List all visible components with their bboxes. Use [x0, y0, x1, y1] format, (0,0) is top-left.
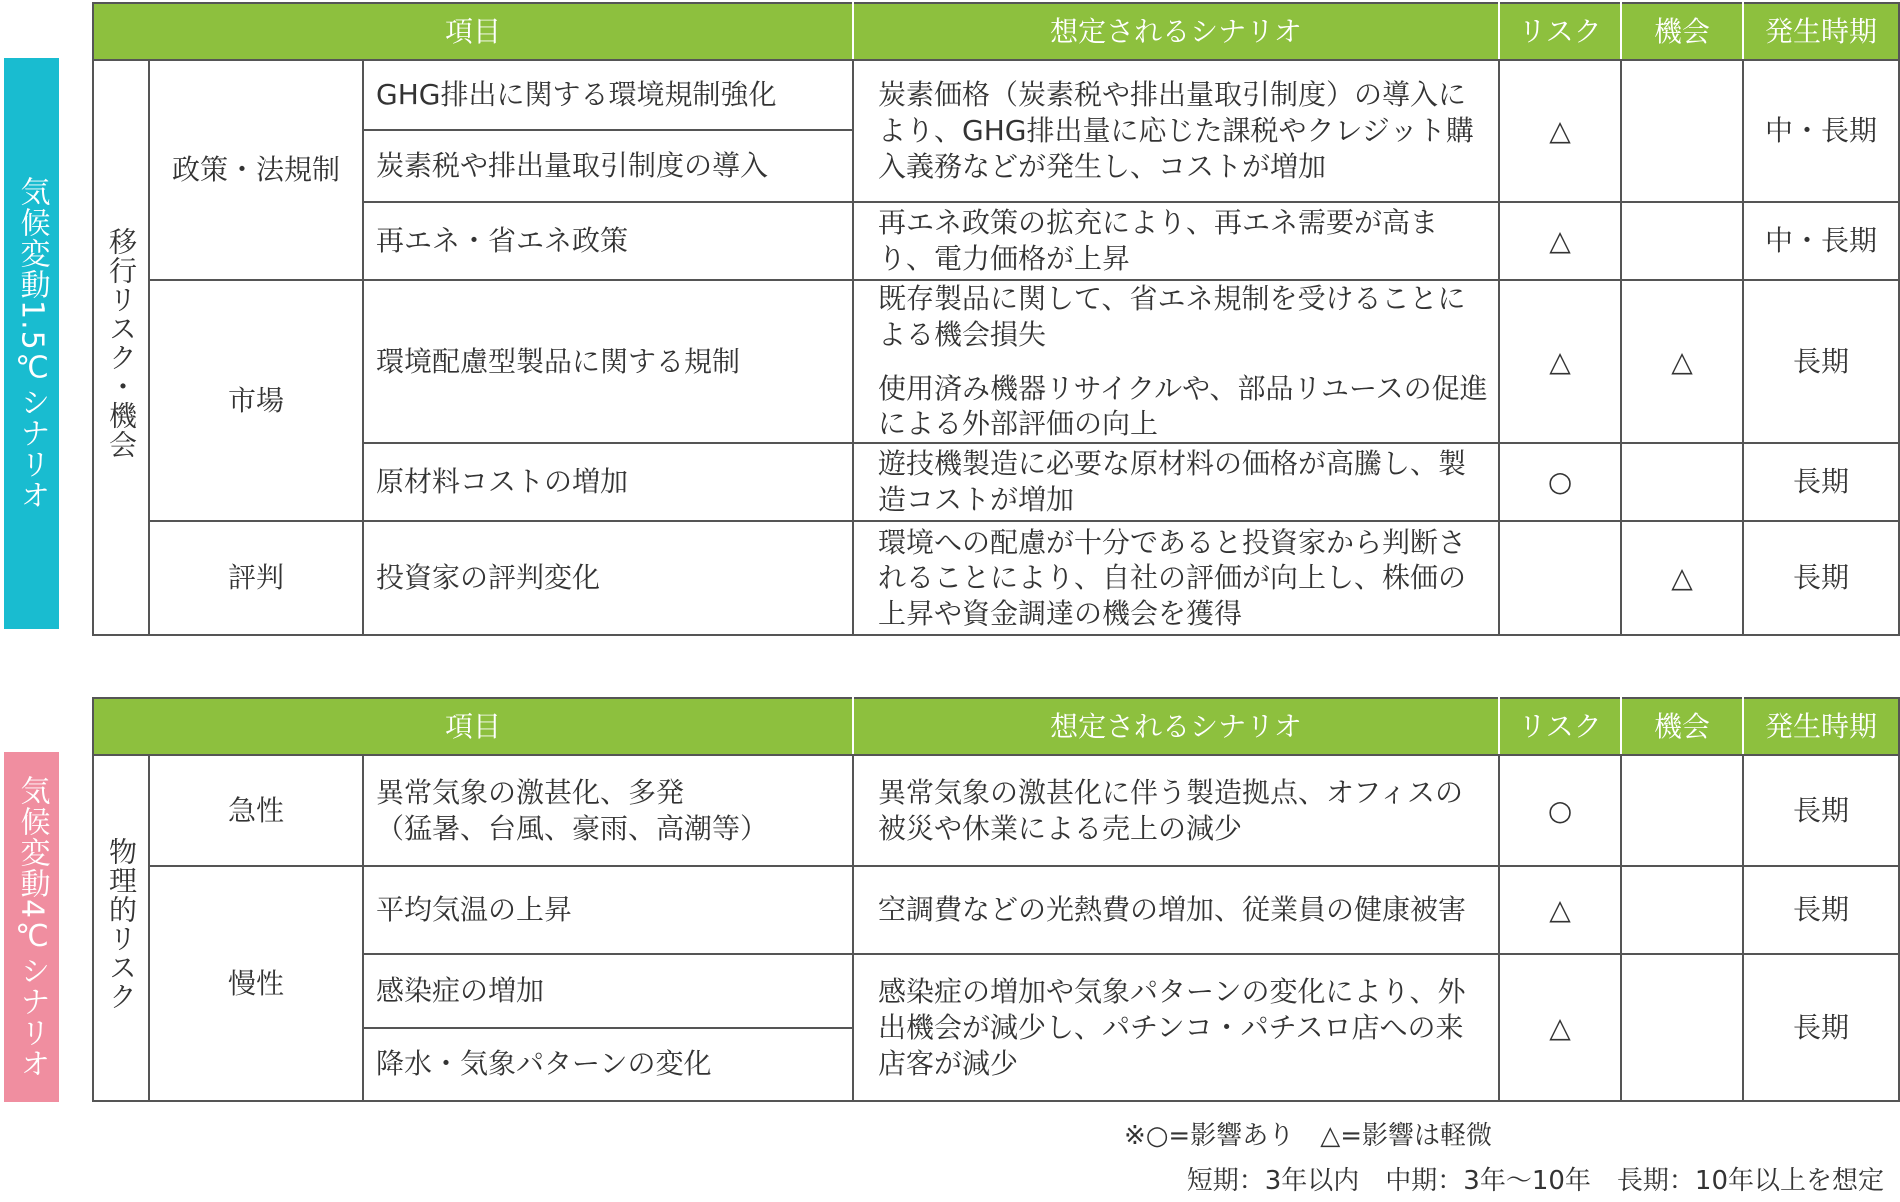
opportunity-mark: [1621, 866, 1743, 954]
group-chronic: 慢性: [149, 866, 363, 1101]
period-note: 短期：3年以内 中期：3年～10年 長期：10年以上を想定: [1186, 1166, 1884, 1196]
table-row: [93, 755, 1899, 866]
opportunity-mark: △: [1621, 521, 1743, 635]
risk-mark: △: [1499, 954, 1621, 1101]
header-opportunity: 機会: [1621, 3, 1743, 60]
risk-mark: △: [1499, 280, 1621, 443]
scenario-label-4c-text: 気候変動4℃シナリオ: [14, 774, 50, 1080]
opportunity-mark: [1621, 954, 1743, 1101]
scenario-energy-saving: 既存製品に関して、省エネ規制を受けることによる機会損失: [878, 282, 1466, 351]
scenario-renewable: 再エネ政策の拡充により、再エネ需要が高まり、電力価格が上昇: [853, 202, 1499, 280]
scenario-label-1-5c-text: 気候変動1.5℃シナリオ: [14, 176, 50, 511]
scenario-raw-material: 遊技機製造に必要な原材料の価格が高騰し、製造コストが増加: [853, 443, 1499, 521]
header-risk: リスク: [1499, 698, 1621, 755]
header-timing: 発生時期: [1743, 698, 1899, 755]
timing-mark: 中・長期: [1743, 202, 1899, 280]
header-timing: 発生時期: [1743, 3, 1899, 60]
item-infectious-disease: 感染症の増加: [363, 954, 853, 1027]
header-risk: リスク: [1499, 3, 1621, 60]
timing-mark: 長期: [1743, 866, 1899, 954]
table-row: [93, 954, 1899, 1027]
legend-note: ※○=影響あり △=影響は軽微: [1123, 1121, 1492, 1151]
table-header-row: [93, 698, 1899, 755]
opportunity-mark: [1621, 443, 1743, 521]
scenario-infectious-weather: 感染症の増加や気象パターンの変化により、外出機会が減少し、パチンコ・パチスロ店への来店客が減少: [853, 954, 1499, 1101]
table-row: [93, 521, 1899, 635]
item-eco-product-regulation: 環境配慮型製品に関する規制: [363, 280, 853, 443]
risk-mark: △: [1499, 866, 1621, 954]
transition-risk-table: [92, 2, 1900, 636]
group-acute: 急性: [149, 755, 363, 866]
header-item: 項目: [93, 3, 853, 60]
group-market: 市場: [149, 280, 363, 521]
scenario-eco-product: [853, 280, 1499, 443]
risk-mark: △: [1499, 202, 1621, 280]
table-row: [93, 202, 1899, 280]
header-item: 項目: [93, 698, 853, 755]
risk-mark: ○: [1499, 443, 1621, 521]
timing-mark: 長期: [1743, 755, 1899, 866]
timing-mark: 長期: [1743, 954, 1899, 1101]
item-investor-reputation: 投資家の評判変化: [363, 521, 853, 635]
item-avg-temp-rise: 平均気温の上昇: [363, 866, 853, 954]
header-scenario: 想定されるシナリオ: [853, 3, 1499, 60]
timing-mark: 長期: [1743, 521, 1899, 635]
risk-mark: △: [1499, 60, 1621, 202]
opportunity-mark: [1621, 60, 1743, 202]
table-row: [93, 280, 1899, 443]
item-ghg-regulation: GHG排出に関する環境規制強化: [363, 60, 853, 130]
item-precipitation-change: 降水・気象パターンの変化: [363, 1028, 853, 1101]
scenario-gap: [878, 353, 1488, 371]
scenario-investor: 環境への配慮が十分であると投資家から判断されることにより、自社の評価が向上し、株価の上昇や資金調達の機会を獲得: [853, 521, 1499, 635]
item-raw-material-cost: 原材料コストの増加: [363, 443, 853, 521]
item-renewable-policy: 再エネ・省エネ政策: [363, 202, 853, 280]
item-extreme-weather-line2: （猛暑、台風、豪雨、高潮等）: [376, 811, 769, 845]
header-scenario: 想定されるシナリオ: [853, 698, 1499, 755]
group-policy: 政策・法規制: [149, 60, 363, 280]
table-row: [93, 866, 1899, 954]
category-physical: [93, 755, 149, 1101]
category-physical-label: 物理的リスク: [105, 836, 138, 1011]
risk-mark: [1499, 521, 1621, 635]
scenario-recycling: 使用済み機器リサイクルや、部品リユースの促進による外部評価の向上: [878, 371, 1488, 441]
category-transition-label: 移行リスク・機会: [105, 227, 138, 460]
group-reputation: 評判: [149, 521, 363, 635]
header-opportunity: 機会: [1621, 698, 1743, 755]
table-header-row: [93, 3, 1899, 60]
item-carbon-tax: 炭素税や排出量取引制度の導入: [363, 130, 853, 202]
item-extreme-weather: [363, 755, 853, 866]
scenario-avg-temp: 空調費などの光熱費の増加、従業員の健康被害: [853, 866, 1499, 954]
table-row: [93, 60, 1899, 130]
timing-mark: 長期: [1743, 443, 1899, 521]
scenario-label-1-5c: [4, 58, 59, 629]
timing-mark: 中・長期: [1743, 60, 1899, 202]
opportunity-mark: [1621, 202, 1743, 280]
scenario-extreme-weather: 異常気象の激甚化に伴う製造拠点、オフィスの被災や休業による売上の減少: [853, 755, 1499, 866]
scenario-carbon-price: 炭素価格（炭素税や排出量取引制度）の導入により、GHG排出量に応じた課税やクレジット購入義務などが発生し、コストが増加: [853, 60, 1499, 202]
category-transition: [93, 60, 149, 635]
scenario-label-4c: [4, 752, 59, 1102]
timing-mark: 長期: [1743, 280, 1899, 443]
risk-mark: ○: [1499, 755, 1621, 866]
physical-risk-table: [92, 697, 1900, 1102]
opportunity-mark: [1621, 755, 1743, 866]
table-row: [93, 443, 1899, 521]
item-extreme-weather-line1: 異常気象の激甚化、多発: [376, 775, 685, 809]
opportunity-mark: △: [1621, 280, 1743, 443]
